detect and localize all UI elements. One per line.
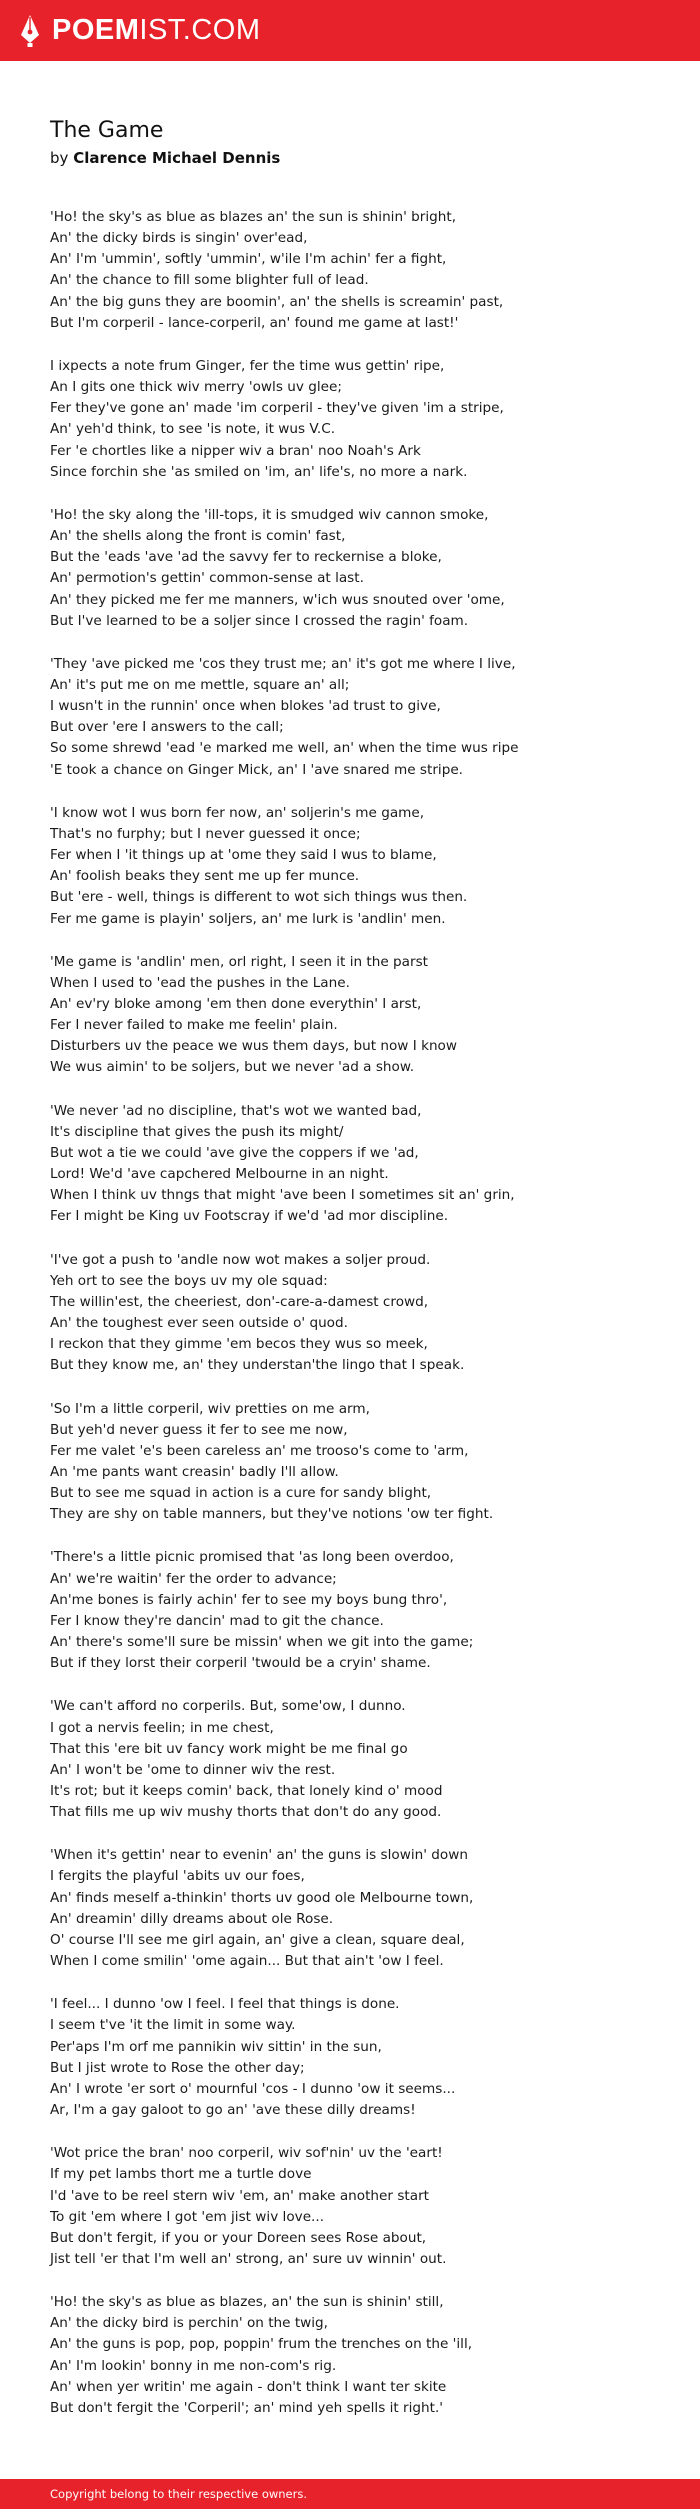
header-bar [0,0,700,61]
poem-line: To git 'em where I got 'em jist wiv love... [50,2208,325,2225]
poem-content [50,116,670,2441]
poem-line: 'Ho! the sky's as blue as blazes, an' the sun is shinin' still, [50,2294,444,2311]
poem-line: Fer 'e chortles like a nipper wiv a bran' noo Noah's Ark [50,442,421,459]
poem-line: An' I wrote 'er sort o' mournful 'cos - I dunno 'ow it seems... [50,2080,456,2097]
poem-line: When I think uv thngs that might 'ave been I sometimes sit an' grin, [50,1187,515,1204]
poem-line: An' the dicky bird is perchin' on the twig, [50,2315,329,2332]
author-name[interactable]: Clarence Michael Dennis [73,149,281,167]
footer-bar [0,2479,700,2509]
poem-stanza [50,803,670,930]
poem-line: An' ev'ry bloke among 'em then done everythin' I arst, [50,996,422,1012]
poem-line: An' there's some'll sure be missin' when we git into the game; [50,1634,474,1651]
poem-line: Per'aps I'm orf me pannikin wiv sittin' in the sun, [50,2038,382,2055]
poem-line: But wot a tie we could 'ave give the coppers if we 'ad, [50,1144,419,1161]
poem-line: An' the toughest ever seen outside o' quod. [50,1315,348,1332]
poem-stanza [50,2143,670,2270]
poem-line: 'They 'ave picked me 'cos they trust me; an' it's got me where I live, [50,655,516,672]
poem-line: Fer when I 'it things up at 'ome they said I wus to blame, [50,847,437,864]
poem-line: Ar, I'm a gay galoot to go an' 'ave these dilly dreams! [50,2102,416,2119]
poem-line: 'We never 'ad no discipline, that's wot we wanted bad, [50,1102,422,1119]
poem-line: I got a nervis feelin; in me chest, [50,1719,274,1736]
poem-line: I reckon that they gimme 'em becos they wus so meek, [50,1336,428,1353]
poem-line: An' I'm 'ummin', softly 'ummin', w'ile I'm achin' fer a fight, [50,251,447,268]
poem-line: But they know me, an' they understan'the lingo that I speak. [50,1357,465,1374]
poem-stanza [50,2292,670,2419]
poem-line: An' we're waitin' fer the order to advance; [50,1570,337,1587]
poem-line: But don't fergit, if you or your Doreen sees Rose about, [50,2229,427,2246]
poem-line: Disturbers uv the peace we wus them days, but now I know [50,1038,457,1055]
poem-line: I ixpects a note frum Ginger, fer the time wus gettin' ripe, [50,357,445,374]
poem-line: 'There's a little picnic promised that 'as long been overdoo, [50,1549,454,1566]
poem-line: I'd 'ave to be reel stern wiv 'em, an' make another start [50,2187,429,2204]
poem-line: 'I know wot I wus born fer now, an' soljerin's me game, [50,804,425,821]
pen-nib-icon [18,13,42,49]
poem-title: The Game [50,118,164,143]
poem-stanza [50,1547,670,1674]
poem-line: We wus aimin' to be soljers, but we never 'ad a show. [50,1059,415,1076]
poem-line: They are shy on table manners, but they've notions 'ow ter fight. [50,1506,494,1523]
poem-line: 'We can't afford no corperils. But, some'ow, I dunno. [50,1698,406,1715]
site-logo[interactable] [18,13,261,49]
poem-line: But to see me squad in action is a cure for sandy blight, [50,1485,432,1502]
poem-line: But 'ere - well, things is different to wot sich things wus then. [50,889,468,906]
poem-line: An' the dicky birds is singin' over'ead, [50,230,308,247]
logo-text-bold: POEM [52,14,140,46]
poem-line: An' the guns is pop, pop, poppin' frum the trenches on the 'ill, [50,2336,473,2353]
poem-line: An' finds meself a-thinkin' thorts uv good ole Melbourne town, [50,1889,474,1906]
poem-line: But don't fergit the 'Corperil'; an' mind yeh spells it right.' [50,2399,444,2416]
poem-line: But if they lorst their corperil 'twould be a cryin' shame. [50,1655,431,1672]
logo-text-light: IST.COM [139,14,261,46]
poem-stanza [50,1696,670,1823]
poem-line: O' course I'll see me girl again, an' give a clean, square deal, [50,1931,465,1948]
poem-line: 'Me game is 'andlin' men, orl right, I seen it in the parst [50,953,429,970]
poem-line: Jist tell 'er that I'm well an' strong, an' sure uv winnin' out. [50,2250,447,2267]
poem-body [50,207,670,2419]
poem-line: If my pet lambs thort me a turtle dove [50,2166,312,2183]
poem-line: An' yeh'd think, to see 'is note, it wus V.C. [50,421,336,438]
poem-line: An' I'm lookin' bonny in me non-com's rig. [50,2357,337,2374]
poem-line: But I'm corperil - lance-corperil, an' found me game at last!' [50,314,459,331]
poem-line: When I used to 'ead the pushes in the Lane. [50,974,350,991]
poem-line: That's no furphy; but I never guessed it once; [50,825,361,842]
poem-line: 'E took a chance on Ginger Mick, an' I 'ave snared me stripe. [50,761,464,778]
poem-stanza [50,1994,670,2121]
poem-line: Fer they've gone an' made 'im corperil - they've given 'im a stripe, [50,400,504,417]
poem-stanza [50,1101,670,1228]
poem-line: I seem t've 'it the limit in some way. [50,2017,296,2034]
poem-line: 'When it's gettin' near to evenin' an' the guns is slowin' down [50,1847,468,1864]
poem-line: So some shrewd 'ead 'e marked me well, an' when the time wus ripe [50,740,519,757]
poem-line: Fer I never failed to make me feelin' plain. [50,1017,338,1034]
poem-stanza [50,1250,670,1377]
poem-line: 'I've got a push to 'andle now wot makes a soljer proud. [50,1251,431,1268]
poem-line: An' when yer writin' me again - don't think I want ter skite [50,2378,447,2395]
poem-stanza [50,505,670,632]
poem-line: It's rot; but it keeps comin' back, that lonely kind o' mood [50,1783,443,1799]
poem-line: 'Ho! the sky's as blue as blazes an' the sun is shinin' bright, [50,209,457,225]
poem-line: An'me bones is fairly achin' fer to see my boys bung thro', [50,1591,448,1608]
poem-line: But I've learned to be a soljer since I crossed the ragin' foam. [50,612,469,629]
poem-stanza [50,952,670,1079]
byline [50,147,670,169]
poem-line: Fer me valet 'e's been careless an' me trooso's come to 'arm, [50,1442,469,1459]
poem-line: But over 'ere I answers to the call; [50,719,284,736]
poem-line: That fills me up wiv mushy thorts that don't do any good. [50,1804,442,1821]
poem-line: That this 'ere bit uv fancy work might be me final go [50,1740,408,1757]
poem-line: It's discipline that gives the push its might/ [50,1123,344,1140]
poem-line: Fer I might be King uv Footscray if we'd 'ad mor discipline. [50,1208,449,1225]
poem-line: An' foolish beaks they sent me up fer munce. [50,868,360,885]
poem-line: An' permotion's gettin' common-sense at last. [50,570,364,587]
logo-wordmark [52,16,261,45]
poem-line: An' dreamin' dilly dreams about ole Rose. [50,1910,334,1927]
poem-line: I fergits the playful 'abits uv our foes, [50,1868,305,1885]
poem-stanza [50,207,670,334]
poem-line: Since forchin she 'as smiled on 'im, an' life's, no more a nark. [50,463,468,480]
poem-line: An' I won't be 'ome to dinner wiv the rest. [50,1761,336,1778]
poem-line: But the 'eads 'ave 'ad the savvy fer to reckernise a bloke, [50,549,442,566]
poem-line: Lord! We'd 'ave capchered Melbourne in an night. [50,1166,389,1183]
poem-stanza [50,1845,670,1972]
poem-line: Fer me game is playin' soljers, an' me lurk is 'andlin' men. [50,910,446,927]
poem-line: An 'me pants want creasin' badly I'll allow. [50,1463,339,1480]
poem-line: 'So I'm a little corperil, wiv pretties on me arm, [50,1400,370,1417]
by-label: by [50,149,69,167]
poem-line: 'Ho! the sky along the 'ill-tops, it is smudged wiv cannon smoke, [50,506,489,523]
poem-line: An' the shells along the front is comin' fast, [50,528,346,545]
poem-line: But yeh'd never guess it fer to see me now, [50,1421,348,1438]
poem-line: 'Wot price the bran' noo corperil, wiv sof'nin' uv the 'eart! [50,2145,443,2162]
poem-stanza [50,356,670,483]
poem-line: An' the big guns they are boomin', an' the shells is screamin' past, [50,293,504,310]
poem-stanza [50,1399,670,1526]
poem-line: An' it's put me on me mettle, square an' all; [50,676,350,693]
poem-line: An I gits one thick wiv merry 'owls uv glee; [50,379,342,396]
poem-line: I wusn't in the runnin' once when blokes 'ad trust to give, [50,698,441,715]
poem-line: But I jist wrote to Rose the other day; [50,2059,305,2076]
poem-line: The willin'est, the cheeriest, don'-care-a-damest crowd, [50,1293,429,1310]
poem-line: 'I feel... I dunno 'ow I feel. I feel that things is done. [50,1996,400,2013]
copyright-text: Copyright belong to their respective owners. [50,2487,308,2501]
poem-line: Yeh ort to see the boys uv my ole squad: [50,1272,328,1289]
poem-stanza [50,654,670,781]
poem-line: When I come smilin' 'ome again... But that ain't 'ow I feel. [50,1953,444,1970]
poem-line: Fer I know they're dancin' mad to git the chance. [50,1612,384,1629]
poem-line: An' the chance to fill some blighter full of lead. [50,272,369,289]
poem-line: An' they picked me fer me manners, w'ich wus snouted over 'ome, [50,591,505,608]
